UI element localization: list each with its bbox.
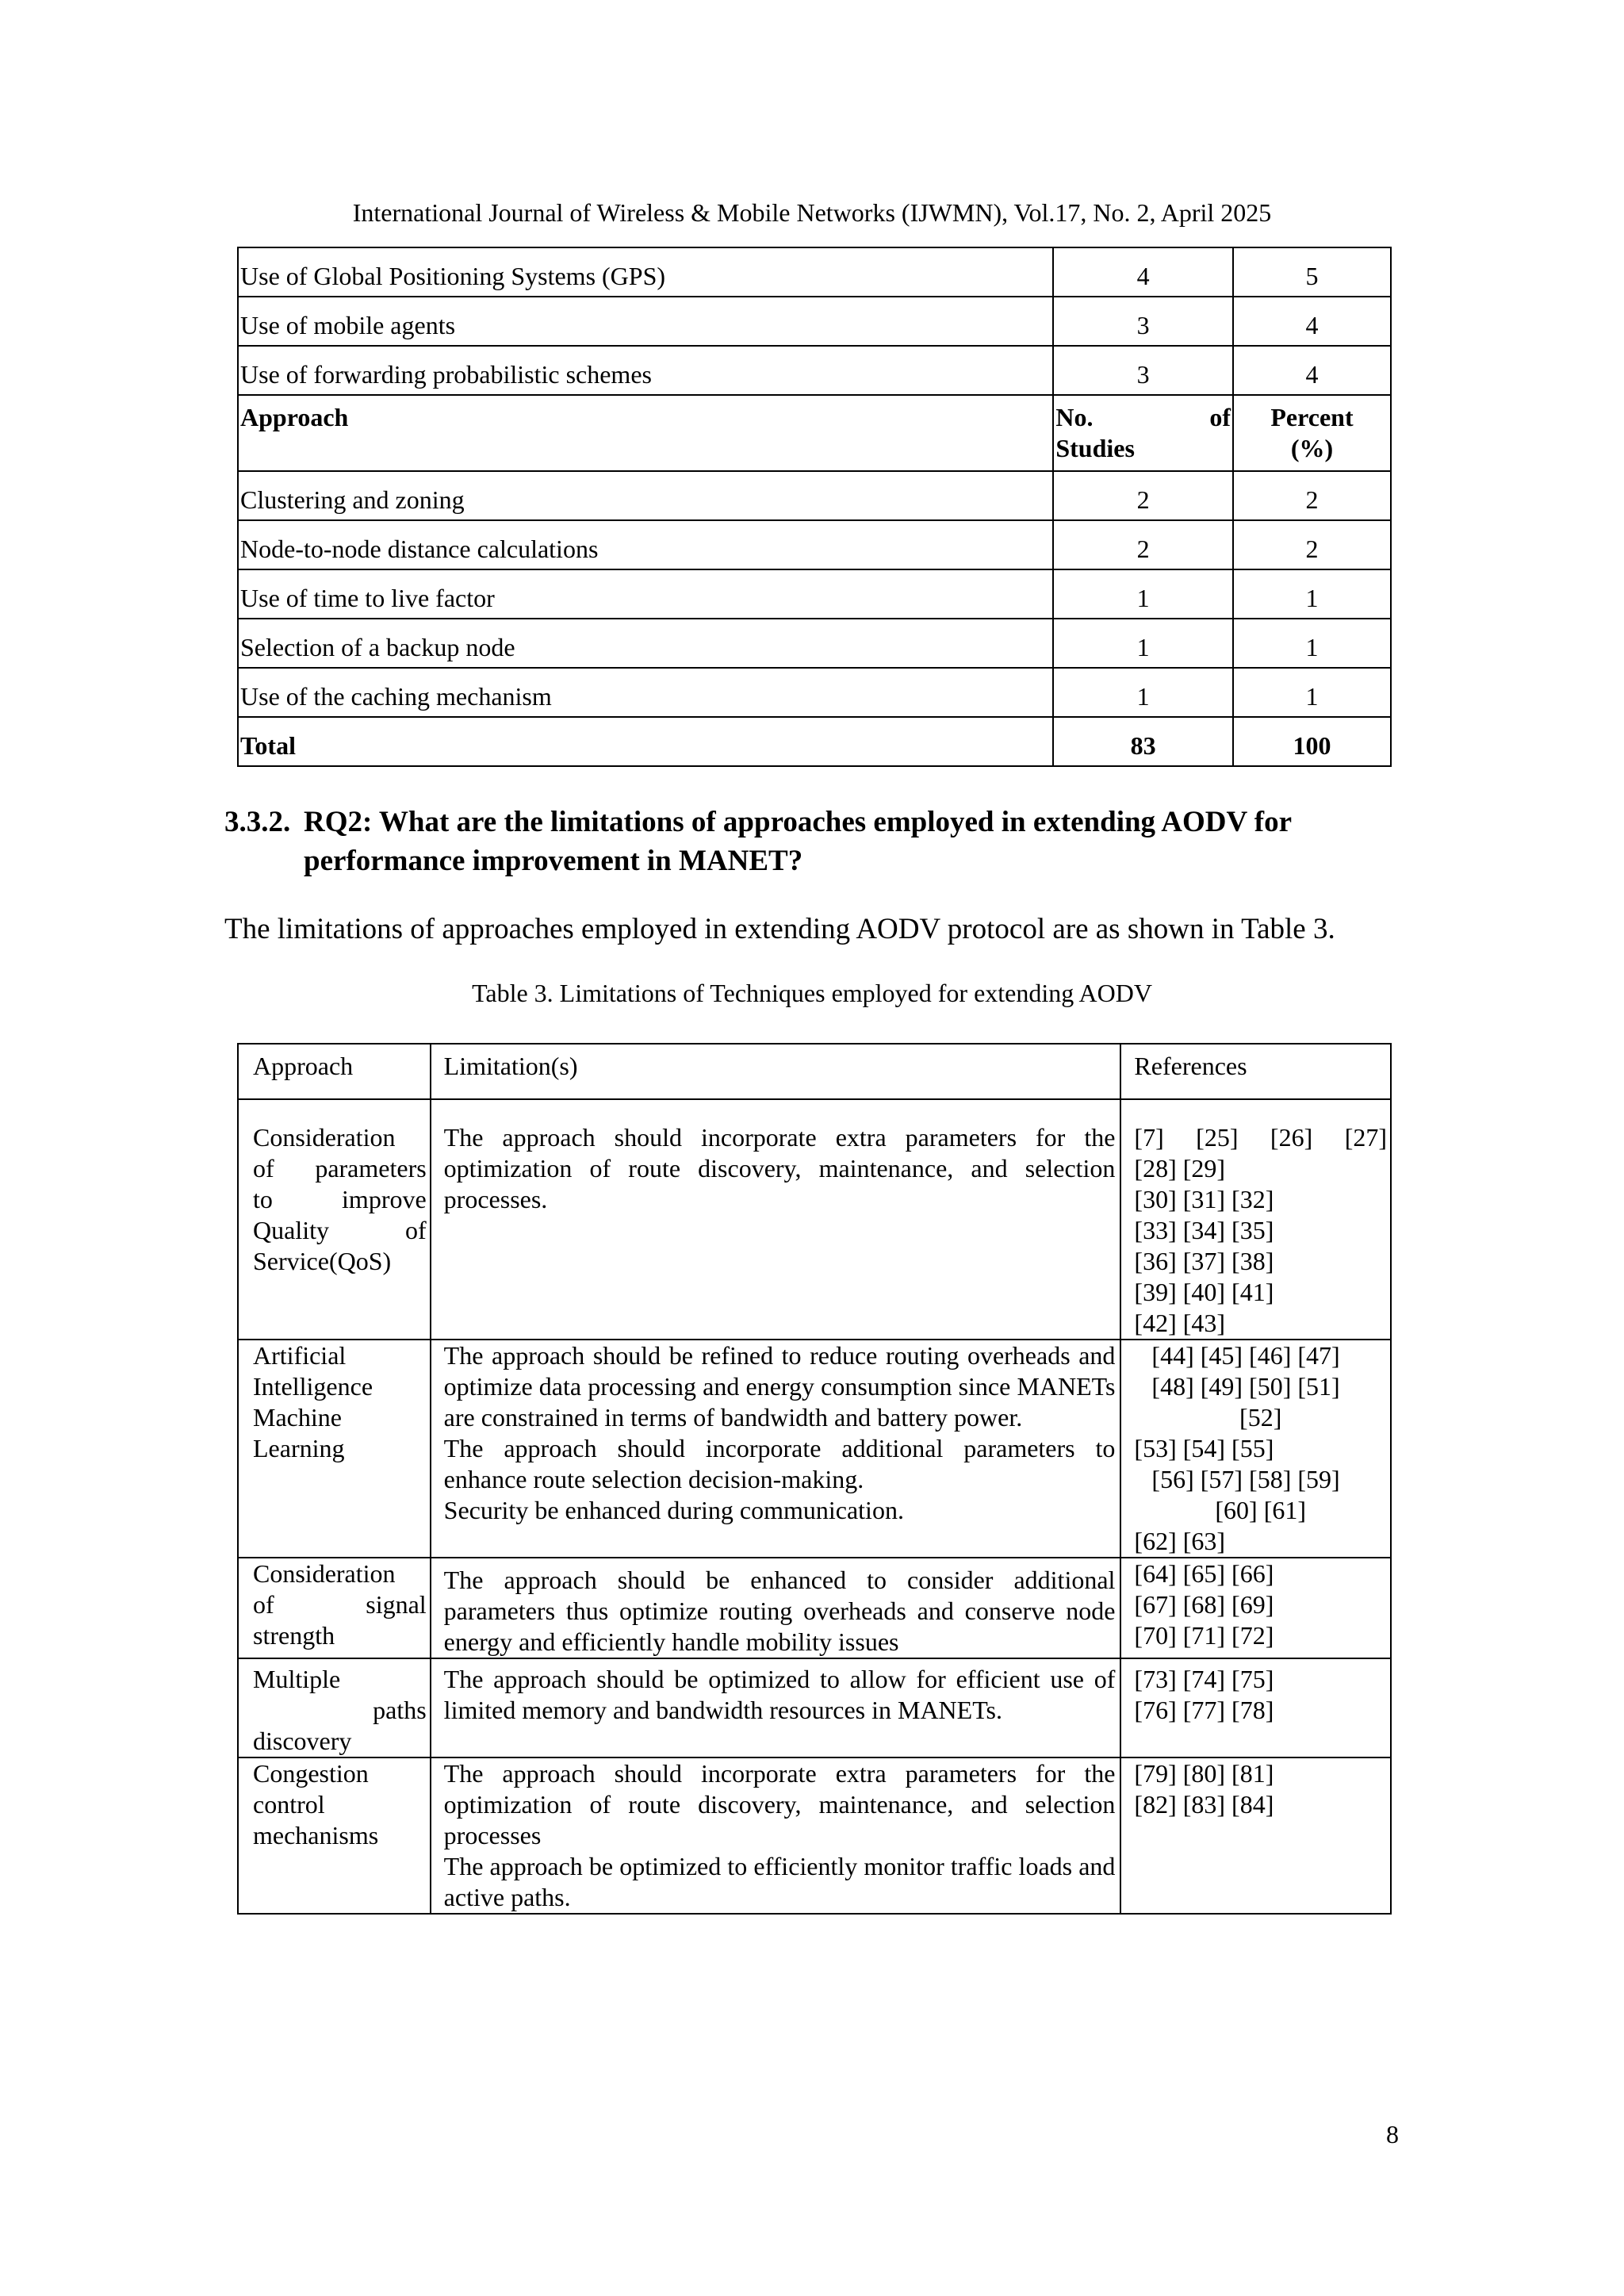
table-row <box>238 1340 1391 1558</box>
reference-line: [36] [37] [38] <box>1134 1247 1274 1275</box>
table-row <box>238 619 1391 668</box>
cell-studies: 1 <box>1053 619 1233 668</box>
cell-limitation <box>431 1757 1121 1914</box>
approach-line: of parameters <box>253 1154 427 1182</box>
approach-line: Congestion <box>253 1759 369 1788</box>
approach-line: mechanisms <box>253 1821 379 1849</box>
limitation-text: The approach should incorporate additional parameters to enhance route selection decision-making. <box>443 1434 1116 1493</box>
table-row <box>238 1658 1391 1757</box>
cell-approach <box>238 1558 431 1658</box>
cell-approach <box>238 1340 431 1558</box>
header-approach: Approach <box>238 1044 431 1099</box>
limitation-text: The approach should incorporate extra parameters for the optimization of route discovery, maintenance, and selection processes <box>443 1759 1116 1849</box>
approach-line: control <box>253 1790 325 1819</box>
cell-approach: Use of forwarding probabilistic schemes <box>238 346 1053 395</box>
section-heading <box>224 803 1406 880</box>
approach-line: of signal <box>253 1590 427 1619</box>
cell-limitation: The approach should be enhanced to consider additional parameters thus optimize routing overheads and conserve node energy and efficiently handle mobility issues <box>431 1558 1121 1658</box>
header-of: of <box>1209 403 1231 431</box>
running-header: International Journal of Wireless & Mobile Networks (IJWMN), Vol.17, No. 2, April 2025 <box>352 198 1272 227</box>
approach-line: Learning <box>253 1434 345 1462</box>
reference-line: [52] <box>1239 1403 1282 1432</box>
reference-line: [7] [25] [26] [27] <box>1134 1123 1387 1152</box>
reference-line: [67] [68] [69] <box>1134 1590 1274 1619</box>
reference-line: [76] [77] [78] <box>1134 1696 1274 1724</box>
reference-line: [44] [45] [46] [47] <box>1151 1341 1340 1370</box>
approach-line: to improve <box>253 1185 427 1213</box>
approach-line: Machine <box>253 1403 342 1432</box>
limitation-text: The approach be optimized to efficiently monitor traffic loads and active paths. <box>443 1852 1116 1911</box>
cell-approach: Node-to-node distance calculations <box>238 520 1053 569</box>
cell-approach <box>238 1757 431 1914</box>
reference-line: [53] [54] [55] <box>1134 1434 1274 1462</box>
table-header-row <box>238 395 1391 471</box>
section-number: 3.3.2. <box>224 806 291 838</box>
cell-references <box>1120 1658 1391 1757</box>
reference-line: [79] [80] [81] <box>1134 1759 1274 1788</box>
cell-approach <box>238 1658 431 1757</box>
cell-studies: 2 <box>1053 520 1233 569</box>
cell-percent: 4 <box>1233 346 1391 395</box>
cell-percent: 1 <box>1233 569 1391 619</box>
cell-approach: Use of Global Positioning Systems (GPS) <box>238 247 1053 297</box>
cell-studies: 2 <box>1053 471 1233 520</box>
table-row <box>238 668 1391 717</box>
table-total-row <box>238 717 1391 766</box>
header-percent-line2: (%) <box>1290 434 1334 462</box>
reference-line: [48] [49] [50] [51] <box>1151 1372 1340 1401</box>
reference-line: [73] [74] [75] <box>1134 1665 1274 1693</box>
cell-total-label: Total <box>238 717 1053 766</box>
header-limitation: Limitation(s) <box>431 1044 1121 1099</box>
header-percent-line1: Percent <box>1270 403 1354 431</box>
table-row <box>238 247 1391 297</box>
approach-line: discovery <box>253 1727 352 1755</box>
table-row <box>238 297 1391 346</box>
cell-approach: Clustering and zoning <box>238 471 1053 520</box>
header-references: References <box>1120 1044 1391 1099</box>
table-3-limitations <box>237 1043 1392 1915</box>
reference-line: [62] [63] <box>1134 1527 1226 1555</box>
approach-line: Consideration <box>253 1123 396 1152</box>
page-number: 8 <box>1386 2120 1399 2148</box>
table-caption: Table 3. Limitations of Techniques employed for extending AODV <box>472 979 1152 1007</box>
reference-line: [56] [57] [58] [59] <box>1151 1465 1340 1493</box>
approach-line: Service(QoS) <box>253 1247 392 1275</box>
cell-studies: 1 <box>1053 569 1233 619</box>
reference-line: [82] [83] [84] <box>1134 1790 1274 1819</box>
header-studies: Studies <box>1055 434 1135 462</box>
reference-line: [33] [34] [35] <box>1134 1216 1274 1244</box>
table-row <box>238 569 1391 619</box>
cell-percent: 4 <box>1233 297 1391 346</box>
cell-total-studies: 83 <box>1053 717 1233 766</box>
cell-percent: 1 <box>1233 619 1391 668</box>
cell-total-percent: 100 <box>1233 717 1391 766</box>
approach-line: paths <box>373 1696 427 1724</box>
reference-line: [39] [40] [41] <box>1134 1278 1274 1306</box>
cell-limitation <box>431 1340 1121 1558</box>
reference-line: [60] [61] <box>1215 1496 1307 1524</box>
cell-approach <box>238 1099 431 1340</box>
approach-line: Quality of <box>253 1216 427 1244</box>
section-title-line1: RQ2: What are the limitations of approaches employed in extending AODV for <box>304 806 1293 838</box>
cell-approach: Use of the caching mechanism <box>238 668 1053 717</box>
table-row <box>238 1757 1391 1914</box>
cell-limitation: The approach should be optimized to allow for efficient use of limited memory and bandwidth resources in MANETs. <box>431 1658 1121 1757</box>
cell-percent: 2 <box>1233 520 1391 569</box>
cell-references <box>1120 1757 1391 1914</box>
table-row <box>238 1099 1391 1340</box>
cell-percent: 1 <box>1233 668 1391 717</box>
approach-line: Multiple <box>253 1665 341 1693</box>
cell-references <box>1120 1558 1391 1658</box>
cell-percent: 5 <box>1233 247 1391 297</box>
section-title-line2: performance improvement in MANET? <box>304 845 803 877</box>
body-paragraph: The limitations of approaches employed in extending AODV protocol are as shown in Table 3. <box>224 913 1335 945</box>
approach-line: strength <box>253 1621 335 1650</box>
approach-line: Artificial <box>253 1341 347 1370</box>
reference-line: [42] [43] <box>1134 1309 1226 1337</box>
reference-line: [28] [29] <box>1134 1154 1226 1182</box>
limitation-text: The approach should be refined to reduce routing overheads and optimize data processing and energy consumption since MANETs are constrained in terms of bandwidth and battery power. <box>443 1341 1116 1432</box>
reference-line: [30] [31] [32] <box>1134 1185 1274 1213</box>
cell-references <box>1120 1099 1391 1340</box>
cell-studies: 3 <box>1053 346 1233 395</box>
table-header-row <box>238 1044 1391 1099</box>
cell-approach: Selection of a backup node <box>238 619 1053 668</box>
approach-line: Consideration <box>253 1559 396 1588</box>
table-row <box>238 520 1391 569</box>
cell-studies: 4 <box>1053 247 1233 297</box>
cell-limitation: The approach should incorporate extra parameters for the optimization of route discovery, maintenance, and selection processes. <box>431 1099 1121 1340</box>
table-row <box>238 1558 1391 1658</box>
header-approach: Approach <box>238 395 1053 471</box>
cell-studies: 3 <box>1053 297 1233 346</box>
cell-percent: 2 <box>1233 471 1391 520</box>
cell-studies: 1 <box>1053 668 1233 717</box>
cell-approach: Use of mobile agents <box>238 297 1053 346</box>
cell-approach: Use of time to live factor <box>238 569 1053 619</box>
reference-line: [70] [71] [72] <box>1134 1621 1274 1650</box>
table-row <box>238 346 1391 395</box>
header-no: No. <box>1055 403 1094 431</box>
limitation-text: Security be enhanced during communication. <box>443 1496 904 1524</box>
table-row <box>238 471 1391 520</box>
approach-line: Intelligence <box>253 1372 373 1401</box>
header-no-of-studies <box>1053 395 1233 471</box>
header-percent <box>1233 395 1391 471</box>
cell-references <box>1120 1340 1391 1558</box>
reference-line: [64] [65] [66] <box>1134 1559 1274 1588</box>
table-2-continuation <box>237 247 1392 767</box>
